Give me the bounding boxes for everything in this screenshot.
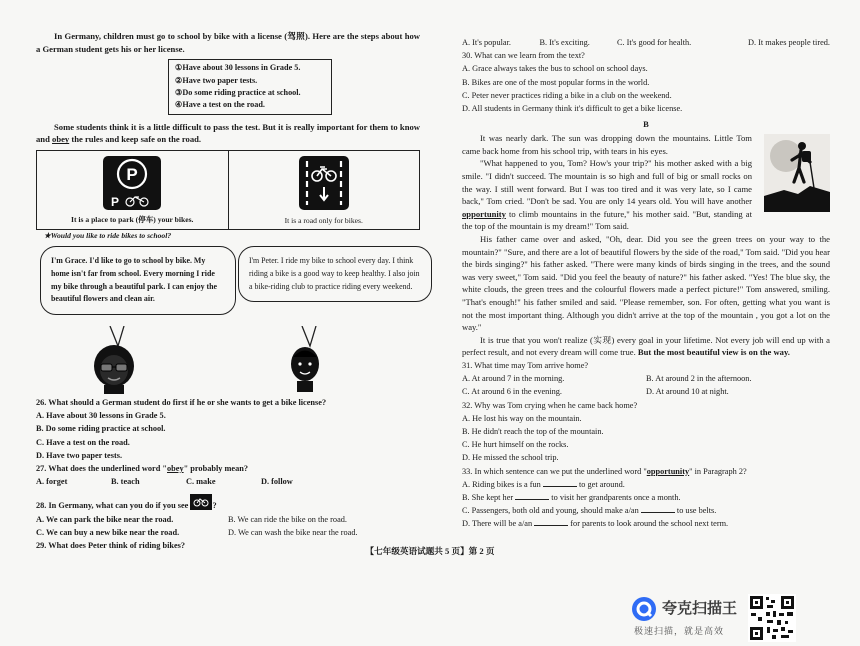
quark-q-icon xyxy=(632,597,656,621)
q28-options-row1 xyxy=(36,513,420,526)
passage-b xyxy=(462,132,830,359)
q28-option-a: A. We can park the bike near the road. xyxy=(36,514,174,524)
q26-option-b: B. Do some riding practice at school. xyxy=(36,424,166,434)
q27-text-start: 27. What does the underlined word " xyxy=(36,464,167,474)
q33-stem xyxy=(462,465,830,478)
peter-avatar-icon xyxy=(288,346,322,392)
traffic-signs-table xyxy=(36,150,420,230)
scanner-watermark xyxy=(632,594,812,644)
intro-paragraph: In Germany, children must go to school by bike with a license (驾照). Here are the steps about how a German student gets his or her license. xyxy=(36,31,420,54)
q33-option-c-end: to use belts. xyxy=(674,506,717,516)
peter-bubble-tail-icon xyxy=(298,326,318,348)
q29-stem: 29. What does Peter think of riding bikes? xyxy=(36,541,186,551)
bike-parking-sign-icon xyxy=(102,155,162,211)
q32-option-c: C. He hurt himself on the rocks. xyxy=(462,440,569,450)
rules-paragraph xyxy=(36,121,420,146)
q28-options-row2 xyxy=(36,526,420,539)
q27-option-a: A. forget xyxy=(36,477,68,487)
q33-option-c xyxy=(462,504,830,517)
q33-option-a xyxy=(462,478,830,491)
q29-option-a: A. It's popular. xyxy=(462,38,511,47)
peter-speech-bubble: I'm Peter. I ride my bike to school every day. I think riding a bike is a good way to keep healthy. I also join a bike-riding club to practice riding every weekend. xyxy=(238,246,432,302)
step-4: ④Have a test on the road. xyxy=(175,100,265,110)
answer-blank xyxy=(515,491,549,500)
underlined-word-obey: obey xyxy=(52,134,70,145)
passage-b-paragraph-1: It was nearly dark. The sun was dropping down the mountains. Little Tom came back home from his school trip, with tears in his eyes. xyxy=(462,133,752,156)
rules-text-end: the rules and keep safe on the road. xyxy=(69,134,202,145)
q29-option-c: C. It's good for health. xyxy=(616,38,692,47)
scanner-app-name: 夸克扫描王 xyxy=(662,599,738,617)
answer-blank xyxy=(534,517,568,526)
passage-b-paragraph-3: His father came over and asked, "Oh, dear. Did you see the green trees on your way to the mountain?" "Sure, and there are a lot of beautiful flowers by the side of the road," Tom said. "Did you hear the birds singing?" his father asked. "There were many kinds of birds singing in the trees, and the sound was very sweet," Tom said. "Did you feel the beauty of nature?" his father asked. "Yes! The blue sky, the white clouds, the green trees and the colourful flowers made a perfect picture!" Tom answered, smiling. "That's enough!" his father smiled and said. "Please remember, son. For often, getting what you want is not the most important thing. Although you didn't arrive at the top of the mountain , you got a lot on the way." xyxy=(462,233,830,333)
q29-options xyxy=(462,36,830,49)
q28-option-c: C. We can buy a new bike near the road. xyxy=(36,527,180,537)
q28-option-d: D. We can wash the bike near the road. xyxy=(228,527,358,537)
q31-option-d: D. At around 10 at night. xyxy=(646,387,729,397)
scanner-slogan: 极速扫描，就是高效 xyxy=(634,627,725,637)
q31-option-b: B. At around 2 in the afternoon. xyxy=(646,374,752,384)
step-2: ②Have two paper tests. xyxy=(175,75,258,85)
grace-avatar-icon xyxy=(90,344,138,394)
speech-bubbles xyxy=(36,246,420,394)
table-caption: ★Would you like to ride bikes to school? xyxy=(44,231,172,240)
q28-option-b: B. We can ride the bike on the road. xyxy=(228,514,347,524)
q30-option-b: B. Bikes are one of the most popular forms in the world. xyxy=(462,77,650,87)
bike-lane-sign-icon xyxy=(298,155,350,211)
paragraph-4-text-start: It is true that you won't realize (实现) every goal in your lifetime. Not every job will end up with a perfect result, and not every dream will come true. xyxy=(462,334,830,358)
q30-option-c: C. Peter never practices riding a bike in a club on the weekend. xyxy=(462,90,672,100)
q33-option-b xyxy=(462,491,830,504)
svg-text:P: P xyxy=(111,195,120,209)
q29-option-d: D. It makes people tired. xyxy=(747,38,830,47)
q26-option-d: D. Have two paper tests. xyxy=(36,450,123,460)
step-1: ①Have about 30 lessons in Grade 5. xyxy=(175,63,301,73)
q33-text-end: " in Paragraph 2? xyxy=(689,466,747,476)
q31-option-c: C. At around 6 in the evening. xyxy=(462,387,563,397)
bike-road-sign-cell xyxy=(228,151,420,229)
q33-option-c-start: C. Passengers, both old and young, should make a/an xyxy=(462,506,641,516)
page-footer: 【七年级英语试题共 5 页】第 2 页 xyxy=(365,546,495,556)
bike-lane-small-icon xyxy=(190,494,212,510)
q27-text-end: " probably mean? xyxy=(183,464,248,474)
q27-options xyxy=(36,475,336,488)
q30-option-a: A. Grace always takes the bus to school on school days. xyxy=(462,64,648,74)
questions-26-29 xyxy=(36,396,420,552)
q31-option-a: A. At around 7 in the morning. xyxy=(462,374,565,384)
q33-text-start: 33. In which sentence can we put the underlined word " xyxy=(462,466,647,476)
paragraph-2-text-start: "What happened to you, Tom? How's your trip?" his mother asked with a big smile. "I didn't succeed. The mountain is so high and full of big or small rocks on the way. I still went forward. But I was too tired and it was very late, so I came back," Tom cried. "Don't be sad. You are only 14 years old. You will have another xyxy=(462,158,752,207)
mountain-climber-icon xyxy=(764,134,830,212)
q33-underlined-word: opportunity xyxy=(646,466,690,476)
left-column xyxy=(36,30,420,552)
q33-option-d-start: D. There will be a/an xyxy=(462,519,535,529)
passage-b-paragraph-4 xyxy=(462,334,830,359)
section-b-heading: B xyxy=(643,119,649,130)
q27-option-c: C. make xyxy=(186,477,216,487)
step-3: ③Do some riding practice at school. xyxy=(175,88,301,97)
q31-options-row2 xyxy=(462,385,830,398)
q28-question-mark: ? xyxy=(212,501,217,511)
q27-option-d: D. follow xyxy=(261,477,293,487)
q31-stem: 31. What time may Tom arrive home? xyxy=(462,360,589,370)
parking-sign-cell xyxy=(37,151,228,229)
q27-stem xyxy=(36,462,420,475)
grace-speech-bubble: I'm Grace. I'd like to go to school by bike. My home isn't far from school. Every morning I ride my bike through a beautiful park. I can enjoy the beautiful flowers and clean air. xyxy=(40,246,236,315)
license-steps-box xyxy=(168,59,332,115)
rules-text-start: Some students think it is a little difficult to pass the test. But it is really important for them to know and xyxy=(36,121,420,145)
q26-stem: 26. What should a German student do first if he or she wants to get a bike license? xyxy=(36,398,327,407)
q28-text: 28. In Germany, what can you do if you see xyxy=(36,501,189,511)
q32-stem: 32. Why was Tom crying when he came back home? xyxy=(462,400,638,410)
passage-b-paragraph-2 xyxy=(462,157,752,233)
right-column xyxy=(462,36,830,531)
q30-option-d: D. All students in Germany think it's difficult to get a bike license. xyxy=(462,104,683,114)
quark-logo-icon xyxy=(632,597,656,621)
paragraph-4-text-bold: But the most beautiful view is on the way. xyxy=(637,347,790,358)
q33-option-a-end: to get around. xyxy=(576,479,625,489)
q33-option-b-start: B. She kept her xyxy=(462,492,516,502)
q26-option-c: C. Have a test on the road. xyxy=(36,437,130,447)
underlined-word-opportunity: opportunity xyxy=(462,208,506,219)
q27-option-b: B. teach xyxy=(111,477,140,487)
q28-stem xyxy=(36,494,420,512)
q33-option-d-end: for parents to look around the school next term. xyxy=(568,519,729,529)
bike-road-sign-caption: It is a road only for bikes. xyxy=(284,216,363,225)
paragraph-2-text-end: to climb mountains in the future," his mother said. "But, standing at the top of the mountain is my dream!" Tom said. xyxy=(462,208,752,232)
q27-underlined-word: obey xyxy=(167,464,184,474)
parking-sign-caption: It is a place to park (停车) your bikes. xyxy=(71,215,194,224)
q32-option-b: B. He didn't reach the top of the mountain. xyxy=(462,426,604,436)
answer-blank xyxy=(641,504,675,513)
qr-code-icon xyxy=(748,594,796,642)
q32-option-a: A. He lost his way on the mountain. xyxy=(462,413,582,423)
q26-option-a: A. Have about 30 lessons in Grade 5. xyxy=(36,411,166,421)
answer-blank xyxy=(543,478,577,487)
q33-option-d xyxy=(462,517,830,530)
q30-stem: 30. What can we learn from the text? xyxy=(462,51,585,61)
q33-option-a-start: A. Riding bikes is a fun xyxy=(462,479,543,489)
q33-option-b-end: to visit her grandparents once a month. xyxy=(549,492,681,502)
svg-text:P: P xyxy=(126,165,138,184)
q29-option-b: B. It's exciting. xyxy=(539,38,590,47)
q32-option-d: D. He missed the school trip. xyxy=(462,453,559,463)
q31-options-row1 xyxy=(462,372,830,385)
